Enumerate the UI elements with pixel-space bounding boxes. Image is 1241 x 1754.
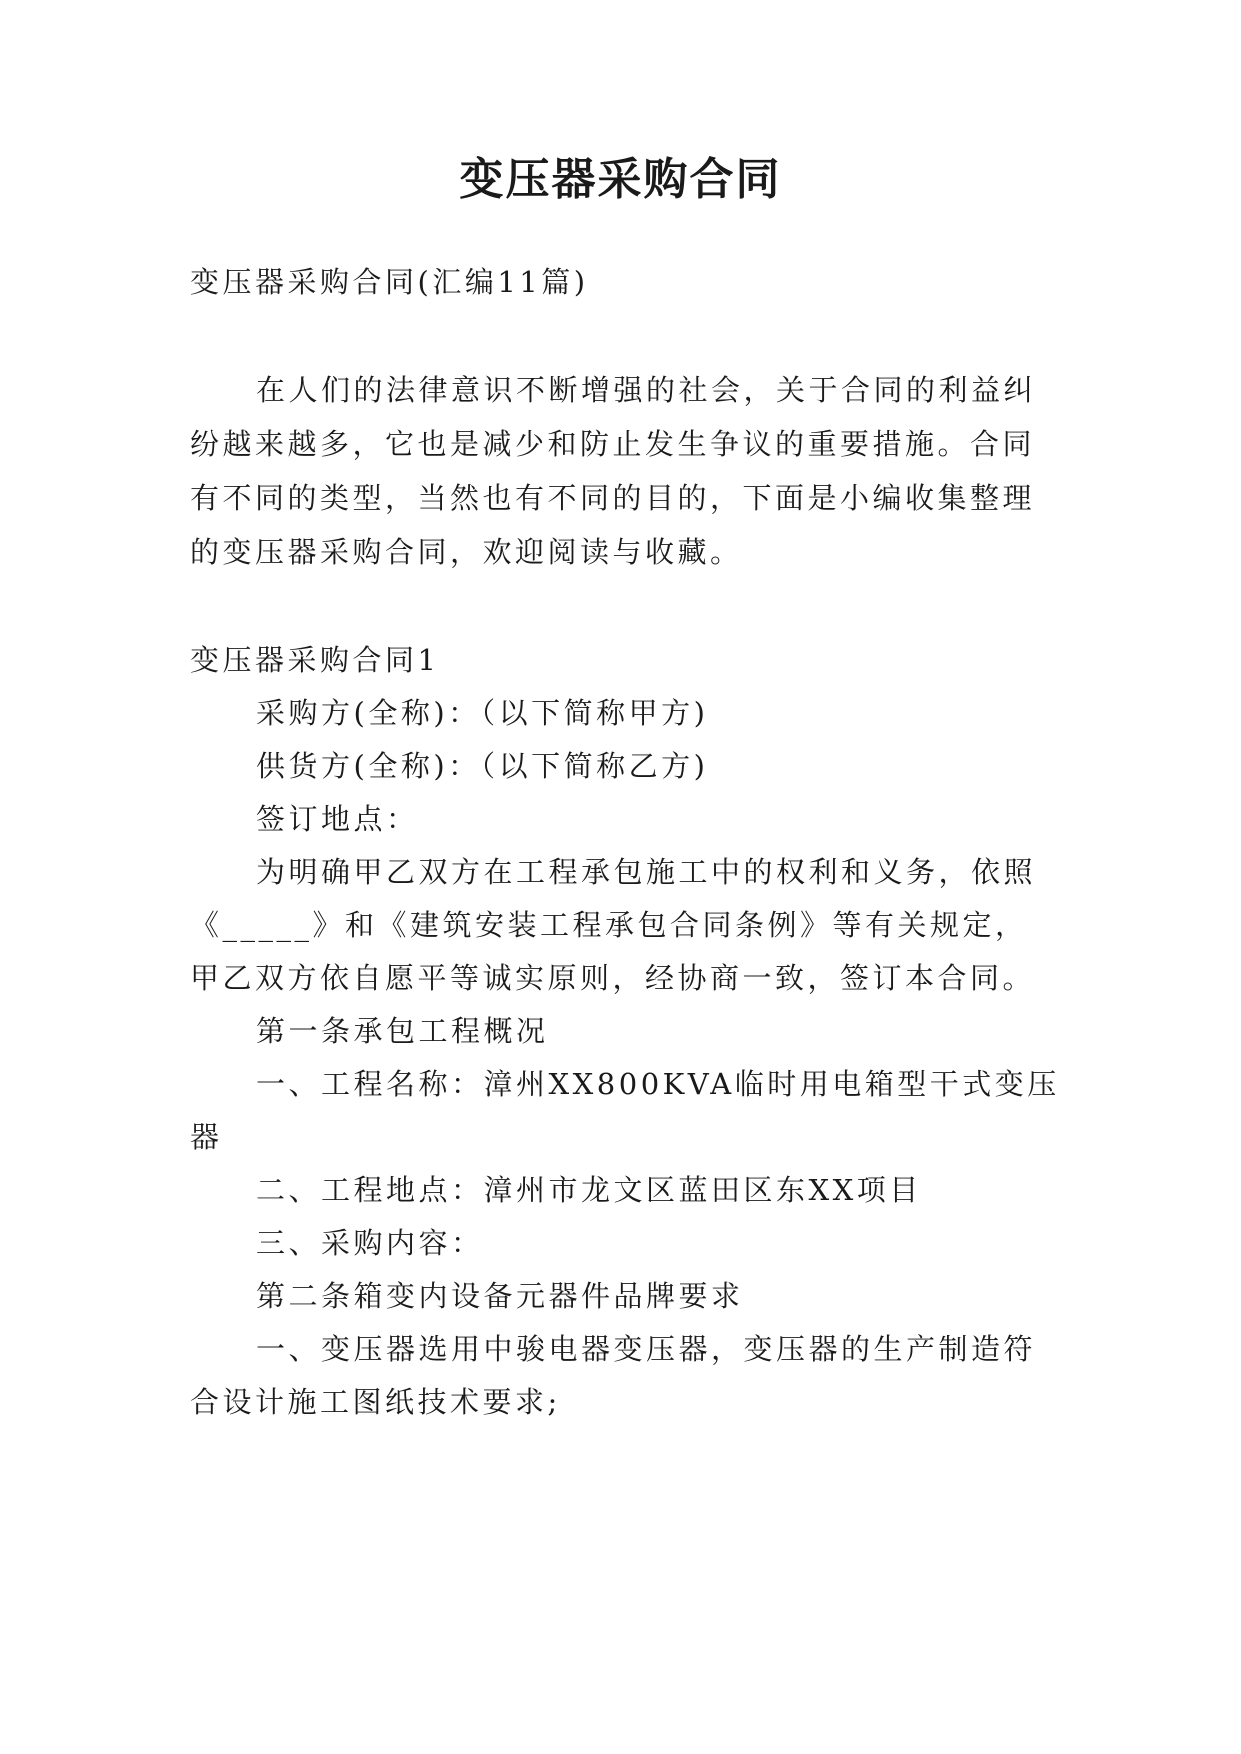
body-line: 合设计施工图纸技术要求; xyxy=(190,1385,561,1419)
body-line: 二、工程地点：漳州市龙文区蓝田区东XX项目 xyxy=(256,1173,922,1207)
body-line: 供货方(全称)：（以下简称乙方) xyxy=(256,749,709,783)
body-line: 三、采购内容： xyxy=(256,1226,484,1260)
clause-heading: 第一条承包工程概况 xyxy=(256,1014,549,1048)
body-line: 一、工程名称：漳州XX800KVA临时用电箱型干式变压 xyxy=(256,1067,1060,1101)
body-line: 签订地点： xyxy=(256,802,419,836)
intro-line: 有不同的类型，当然也有不同的目的，下面是小编收集整理 xyxy=(190,481,1036,515)
document-subtitle: 变压器采购合同(汇编11篇) xyxy=(190,265,589,299)
body-line: 器 xyxy=(190,1120,223,1154)
body-line: 采购方(全称)：（以下简称甲方) xyxy=(256,696,709,730)
clause-heading: 第二条箱变内设备元器件品牌要求 xyxy=(256,1279,744,1313)
body-line: 为明确甲乙双方在工程承包施工中的权利和义务，依照 xyxy=(256,855,1037,889)
section-heading: 变压器采购合同1 xyxy=(190,643,440,677)
intro-line: 纷越来越多，它也是减少和防止发生争议的重要措施。合同 xyxy=(190,427,1036,461)
document-title: 变压器采购合同 xyxy=(459,154,782,205)
body-line: 《_____》和《建筑安装工程承包合同条例》等有关规定， xyxy=(190,908,1028,942)
body-line: 甲乙双方依自愿平等诚实原则，经协商一致，签订本合同。 xyxy=(190,961,1036,995)
intro-line: 在人们的法律意识不断增强的社会，关于合同的利益纠 xyxy=(256,373,1037,407)
intro-line: 的变压器采购合同，欢迎阅读与收藏。 xyxy=(190,535,743,569)
body-line: 一、变压器选用中骏电器变压器，变压器的生产制造符 xyxy=(256,1332,1037,1366)
